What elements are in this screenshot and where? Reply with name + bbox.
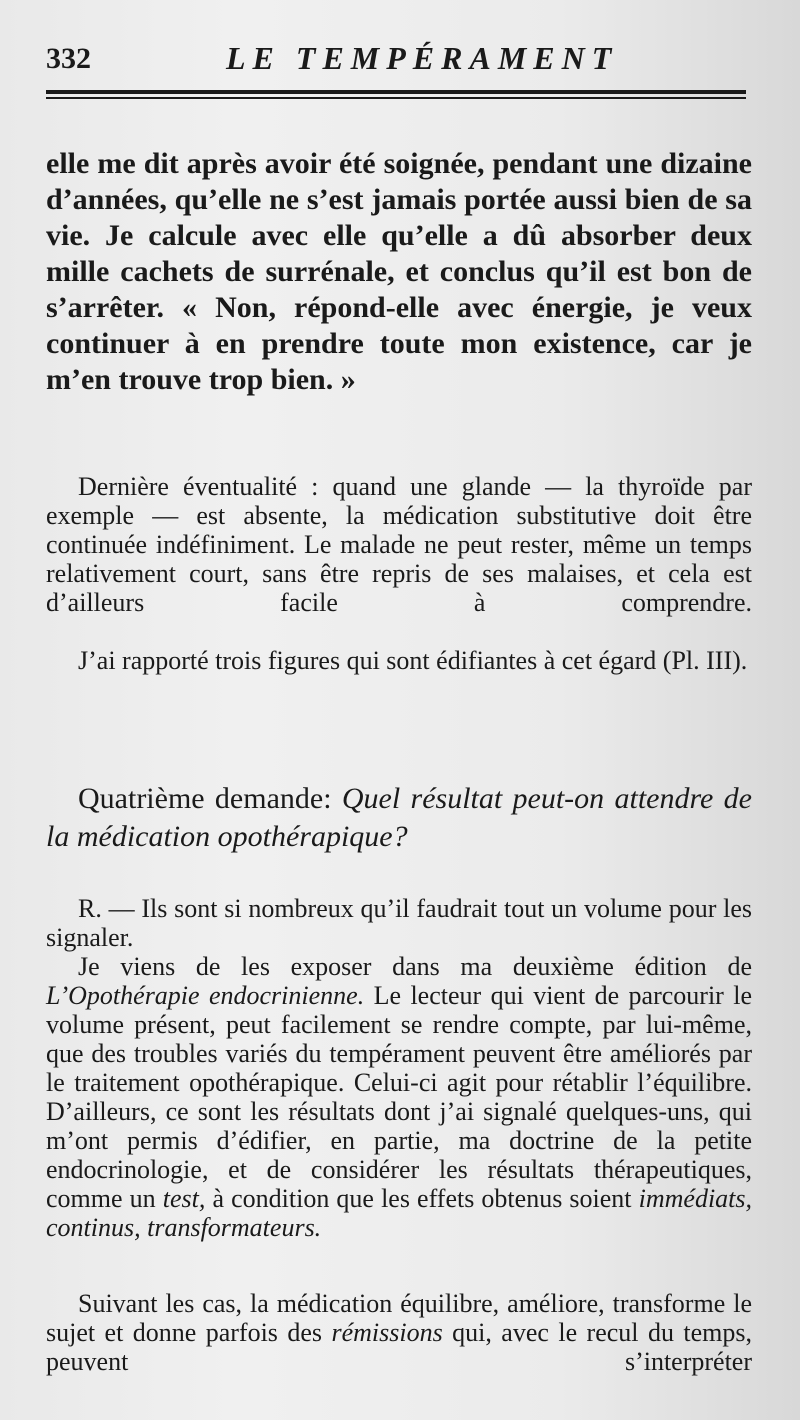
page-number: 332: [46, 42, 91, 75]
question-heading: [46, 780, 752, 856]
paragraph-derniere-eventualite: Dernière éventualité : quand une glande — la thyroïde par exemple — est absente, la médication substitutive doit être continuée indéfiniment. Le malade ne peut rester, même un temps relativement court, sans être repris de ses malaises, et cela est d’ailleurs facile à comprendre.: [46, 472, 752, 617]
header-rule: [46, 90, 746, 104]
paragraph-continuation: elle me dit après avoir été soignée, pendant une dizaine d’années, qu’elle ne s’est jamais portée aussi bien de sa vie. Je calcule avec elle qu’elle a dû absorber deux mille cachets de surrénale, et conclus qu’il est bon de s’arrêter. « Non, répond-elle avec énergie, je veux continuer à en prendre toute mon existence, car je m’en trouve trop bien. »: [46, 147, 752, 396]
paragraph-answer: R. — Ils sont si nombreux qu’il faudrait tout un volume pour les signaler.: [46, 894, 752, 952]
running-title: LE TEMPÉRAMENT: [226, 40, 619, 76]
question-text: Quel résultat peut-on attendre de la médication opothérapique?: [46, 782, 752, 853]
running-head: [46, 40, 746, 80]
paragraph-opotherapie: Je viens de les exposer dans ma deuxième édition de L’Opothérapie endocrinienne. Le lecteur qui vient de parcourir le volume présent, peut facilement se rendre compte, par lui-même, que des troubles variés du tempérament peuvent être améliorés par le traitement opothérapique. Celui-ci agit pour rétablir l’équilibre. D’ailleurs, ce sont les résultats dont j’ai signalé quelques-uns, qui m’ont permis d’édifier, en partie, ma doctrine de la petite endocrinologie, et de considérer les résultats thérapeutiques, comme un test, à condition que les effets obtenus soient immédiats, continus, transformateurs.: [46, 952, 753, 1242]
paragraph-figures: J’ai rapporté trois figures qui sont édifiantes à cet égard (Pl. III).: [78, 646, 748, 675]
question-label: Quatrième demande:: [78, 782, 332, 815]
book-title: L’Opothérapie endocrinienne.: [46, 981, 365, 1010]
paragraph-suivant: Suivant les cas, la médication équilibre, améliore, transforme le sujet et donne parfois des rémissions qui, avec le recul du temps, peuvent s’interpréter: [46, 1289, 752, 1376]
